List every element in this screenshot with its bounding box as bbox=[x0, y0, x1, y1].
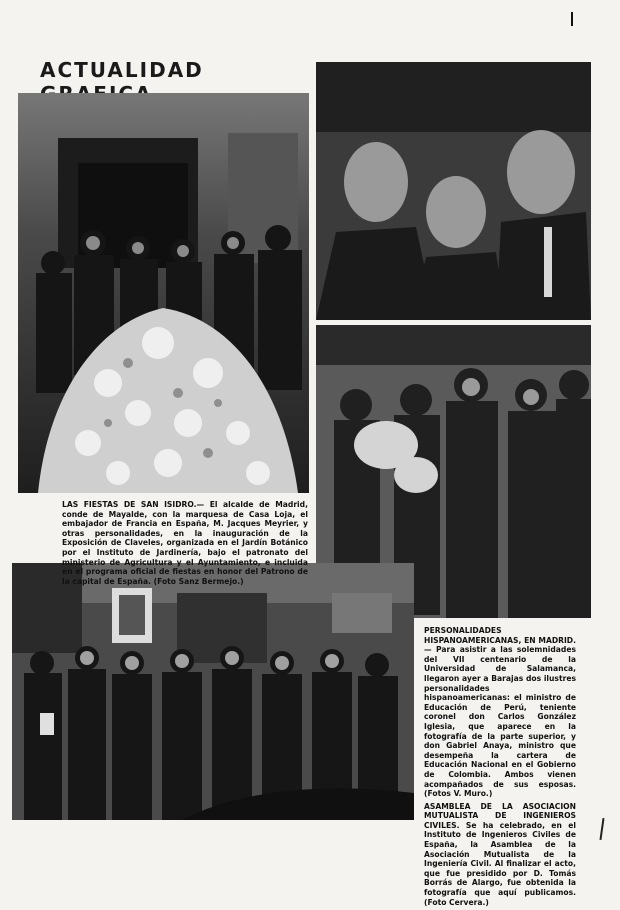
bottom-left-photo bbox=[12, 563, 414, 820]
caption-personalidades-lead: PERSONALIDADES HISPANOAMERICANAS, EN MADRID.— bbox=[424, 626, 576, 655]
caption-asamblea-body: Se ha celebrado, en el Instituto de Ingenieros Civiles de España, la Asamblea de la Asociación Mutualista de la Ingeniería Civil. Al finalizar el acto, que fue presidido por D. Tomás Borrás de Alargo, fue obtenida la fotografía que aquí publicamos. (Foto Cervera.) bbox=[424, 820, 576, 907]
corner-mark bbox=[571, 12, 573, 26]
caption-asamblea bbox=[424, 802, 576, 908]
caption-column-right bbox=[424, 626, 576, 910]
caption-personalidades-body: Para asistir a las solemnidades del VII centenario de la Universidad de Salamanca, llegaron ayer a Barajas dos ilustres personalidades hispanoamericanas: el ministro de Educación de Perú, teniente coronel don Carlos González Iglesia, que aparece en la fotografía de la parte superior, y don Gabriel Anaya, ministro que desempeña la cartera de Educación Nacional en el Gobierno de Colombia. Ambos vienen acompañados de sus esposas. (Fotos V. Muro.) bbox=[424, 645, 576, 799]
caption-fiestas-lead: LAS FIESTAS DE SAN ISIDRO.— bbox=[62, 500, 205, 509]
caption-fiestas bbox=[62, 500, 308, 586]
caption-personalidades bbox=[424, 626, 576, 799]
flower-exhibition-photo bbox=[18, 93, 309, 493]
page-title: ACTUALIDAD bbox=[40, 58, 204, 82]
caption-fiestas-body: El alcalde de Madrid, conde de Mayalde, con la marquesa de Casa Loja, el embajador de Francia en España, M. Jacques Meyrier, y otras personalidades, en la inauguración de la Exposición de Claveles, organizada en el Jardín Botánico por el Instituto de Jardinería, bajo el patronato del ministerio de Agricultura y el Ayuntamiento, e incluida en el programa oficial de fiestas en honor del Patrono de la capital de España. (Foto Sanz Bermejo.) bbox=[62, 500, 308, 586]
top-right-photo bbox=[316, 62, 591, 320]
caption-asamblea-lead: ASAMBLEA DE LA ASOCIACION MUTUALISTA DE INGENIEROS CIVILES. bbox=[424, 801, 576, 830]
page-edge-mark bbox=[599, 818, 604, 840]
